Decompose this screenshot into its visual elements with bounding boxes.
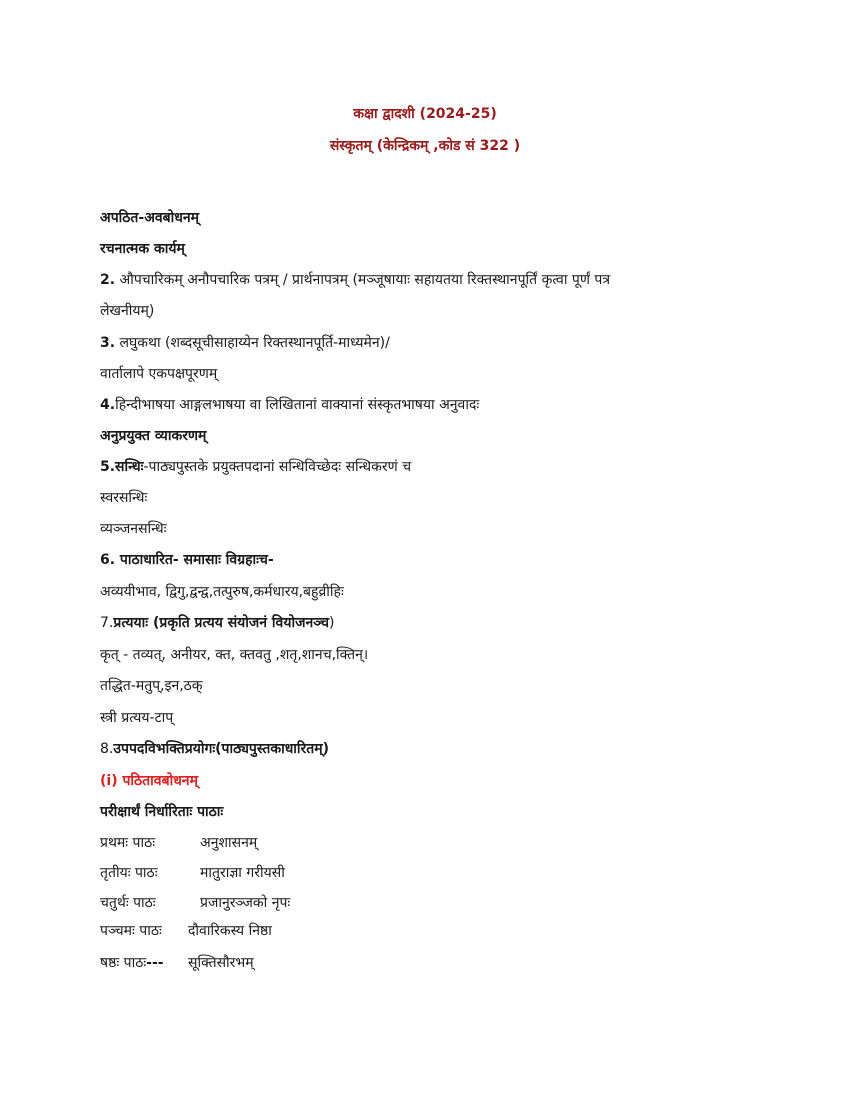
item-5 [100, 458, 411, 476]
lesson-row [100, 864, 285, 882]
item-3-text: लघुकथा (शब्दसूचीसाहाय्येन रिक्तस्थानपूर्ति-माध्यमेन)/ [115, 335, 390, 351]
lesson-label: चतुर्थः पाठः [100, 895, 156, 911]
lesson-label: तृतीयः पाठः [100, 865, 158, 881]
lesson-row [100, 834, 257, 852]
item-8-number: 8. [100, 741, 114, 757]
item-5-number: 5.सन्धिः [100, 459, 144, 475]
item-4 [100, 396, 479, 414]
swar-sandhi: स्वरसन्धिः [100, 490, 148, 506]
lesson-row [100, 954, 254, 972]
samas-list: अव्ययीभाव, द्विगु,द्वन्द्व,तत्पुरुष,कर्मधारय,बहुव्रीहिः [100, 584, 344, 600]
item-6: 6. पाठाधारित- समासाः विग्रहाःच- [100, 552, 274, 568]
lesson-row [100, 922, 272, 940]
lesson-dash: --- [146, 955, 164, 971]
heading-apathit: अपठित-अवबोधनम् [100, 210, 200, 226]
lesson-label-wrap [100, 954, 170, 972]
krit-pratyay: कृत् - तव्यत्, अनीयर, क्त, क्तवतु ,शतृ,शानच,क्तिन्। [100, 647, 369, 663]
item-7 [100, 614, 334, 632]
item-2-text: औपचारिकम् अनौपचारिक पत्रम् / प्रार्थनापत्रम् (मञ्जूषायाः सहायतया रिक्तस्थानपूर्तिं कृत्वा पूर्णं पत्र [115, 272, 611, 288]
item-3 [100, 334, 390, 352]
heading-pareeksha: परीक्षार्थं निर्धारिताः पाठाः [100, 804, 224, 820]
item-3-number: 3. [100, 335, 116, 351]
lesson-name: दौवारिकस्य निष्ठा [188, 923, 272, 939]
item-8-bold: उपपदविभक्तिप्रयोगः(पाठ्यपुस्तकाधारितम्) [113, 741, 330, 757]
item-7-bold: प्रत्ययाः (प्रकृति प्रत्यय संयोजनं वियोजनञ्च [113, 615, 329, 631]
lesson-name: प्रजानुरञ्जको नृपः [200, 895, 291, 911]
item-8 [100, 740, 329, 758]
item-2-number: 2. [100, 272, 116, 288]
lesson-label: प्रथमः पाठः [100, 835, 156, 851]
class-title: कक्षा द्वादशी (2024-25) [353, 106, 497, 122]
item-4-text: हिन्दीभाषया आङ्गलभाषया वा लिखितानां वाक्यानां संस्कृतभाषया अनुवादः [115, 397, 480, 413]
item-4-number: 4. [100, 397, 116, 413]
vyanjan-sandhi: व्यञ्जनसन्धिः [100, 521, 167, 537]
subject-title: संस्कृतम् (केन्द्रिकम् ,कोड सं 322 ) [329, 138, 521, 154]
item-7-end: ) [328, 615, 335, 631]
lesson-label: षष्ठः पाठः [100, 955, 147, 971]
lesson-name: अनुशासनम् [200, 835, 258, 851]
taddhit-pratyay: तद्धित-मतुप्,इन,ठक् [100, 678, 203, 694]
item-2-continuation: लेखनीयम्) [100, 303, 155, 319]
lesson-row [100, 894, 290, 912]
heading-pathit: (i) पठितावबोधनम् [100, 773, 198, 789]
lesson-name: मातुराज्ञा गरीयसी [200, 865, 285, 881]
heading-rachanatmak: रचनात्मक कार्यम् [100, 241, 185, 257]
item-7-number: 7. [100, 615, 114, 631]
item-5-text: -पाठ्यपुस्तके प्रयुक्तपदानां सन्धिविच्छेदः सन्धिकरणं च [143, 459, 412, 475]
item-2 [100, 271, 610, 289]
lesson-name: सूक्तिसौरभम् [188, 955, 254, 971]
heading-anuprayukt: अनुप्रयुक्त व्याकरणम् [100, 428, 207, 444]
lesson-label: पञ्चमः पाठः [100, 923, 162, 939]
stri-pratyay: स्त्री प्रत्यय-टाप् [100, 710, 174, 726]
item-3-continuation: वार्तालापे एकपक्षपूरणम् [100, 366, 218, 382]
